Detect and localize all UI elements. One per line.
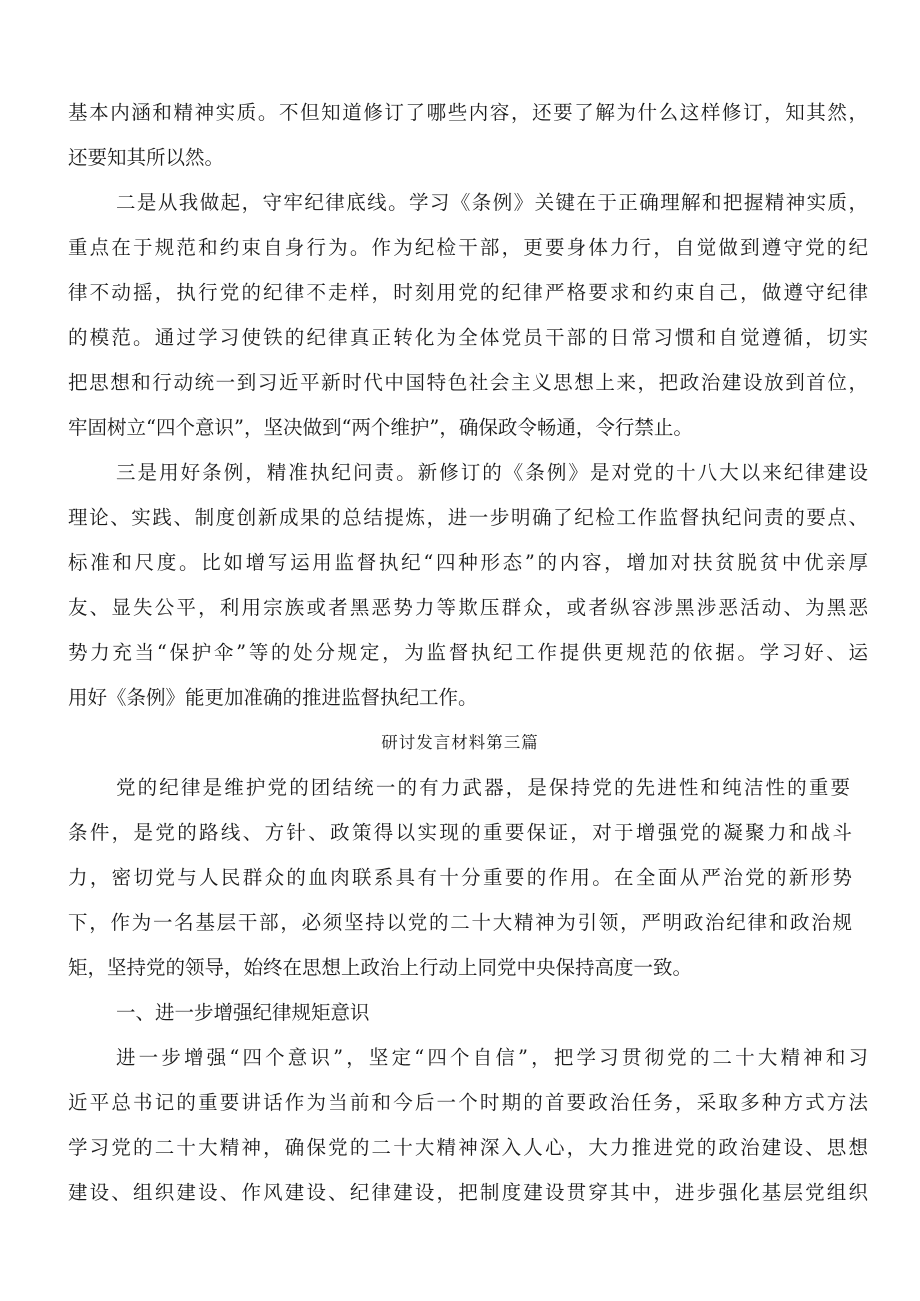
paragraph-first-line: 二是从我做起，守牢纪律底线。学习《条例》关键在于正确理解和把握精神实质， <box>116 191 868 214</box>
text-line: 用好《条例》能更加准确的推进监督执纪工作。 <box>68 686 478 709</box>
text-line: 下，作为一名基层干部，必须坚持以党的二十大精神为引领，严明政治纪律和政治规 <box>68 911 852 934</box>
text-line: 把思想和行动统一到习近平新时代中国特色社会主义思想上来，把政治建设放到首位， <box>68 371 868 394</box>
text-line: 重点在于规范和约束自身行为。作为纪检干部，更要身体力行，自觉做到遵守党的纪 <box>68 236 868 259</box>
text-line: 友、显失公平，利用宗族或者黑恶势力等欺压群众，或者纵容涉黑涉恶活动、为黑恶 <box>68 596 868 619</box>
section-heading: 研讨发言材料第三篇 <box>381 733 539 752</box>
text-line: 标准和尺度。比如增写运用监督执纪“四种形态”的内容，增加对扶贫脱贫中优亲厚 <box>68 551 868 574</box>
text-line: 矩，坚持党的领导，始终在思想上政治上行动上同党中央保持高度一致。 <box>68 956 693 979</box>
paragraph-first-line: 进一步增强“四个意识”，坚定“四个自信”，把学习贯彻党的二十大精神和习 <box>116 1046 868 1069</box>
paragraph-first-line: 党的纪律是维护党的团结统一的有力武器，是保持党的先进性和纯洁性的重要 <box>116 776 850 799</box>
text-line: 条件，是党的路线、方针、政策得以实现的重要保证，对于增强党的凝聚力和战斗 <box>68 821 852 844</box>
paragraph-first-line: 三是用好条例，精准执纪问责。新修订的《条例》是对党的十八大以来纪律建设 <box>116 461 868 484</box>
text-line: 建设、组织建设、作风建设、纪律建设，把制度建设贯穿其中，进步强化基层党组织 <box>68 1181 868 1204</box>
text-line: 律不动摇，执行党的纪律不走样，时刻用党的纪律严格要求和约束自己，做遵守纪律 <box>68 281 868 304</box>
text-line: 理论、实践、制度创新成果的总结提炼，进一步明确了纪检工作监督执纪问责的要点、 <box>68 506 868 529</box>
text-line: 还要知其所以然。 <box>68 146 225 169</box>
text-line: 牢固树立“四个意识”，坚决做到“两个维护”，确保政令畅通，令行禁止。 <box>68 416 693 439</box>
subsection-heading: 一、进一步增强纪律规矩意识 <box>116 1001 370 1024</box>
text-line: 力，密切党与人民群众的血肉联系具有十分重要的作用。在全面从严治党的新形势 <box>68 866 852 889</box>
text-line: 学习党的二十大精神，确保党的二十大精神深入人心，大力推进党的政治建设、思想 <box>68 1136 868 1159</box>
text-line: 势力充当“保护伞”等的处分规定，为监督执纪工作提供更规范的依据。学习好、运 <box>68 641 868 664</box>
text-line: 的模范。通过学习使铁的纪律真正转化为全体党员干部的日常习惯和自觉遵循，切实 <box>68 326 868 349</box>
text-line: 基本内涵和精神实质。不但知道修订了哪些内容，还要了解为什么这样修订，知其然， <box>68 101 868 124</box>
text-line: 近平总书记的重要讲话作为当前和今后一个时期的首要政治任务，采取多种方式方法 <box>68 1091 868 1114</box>
